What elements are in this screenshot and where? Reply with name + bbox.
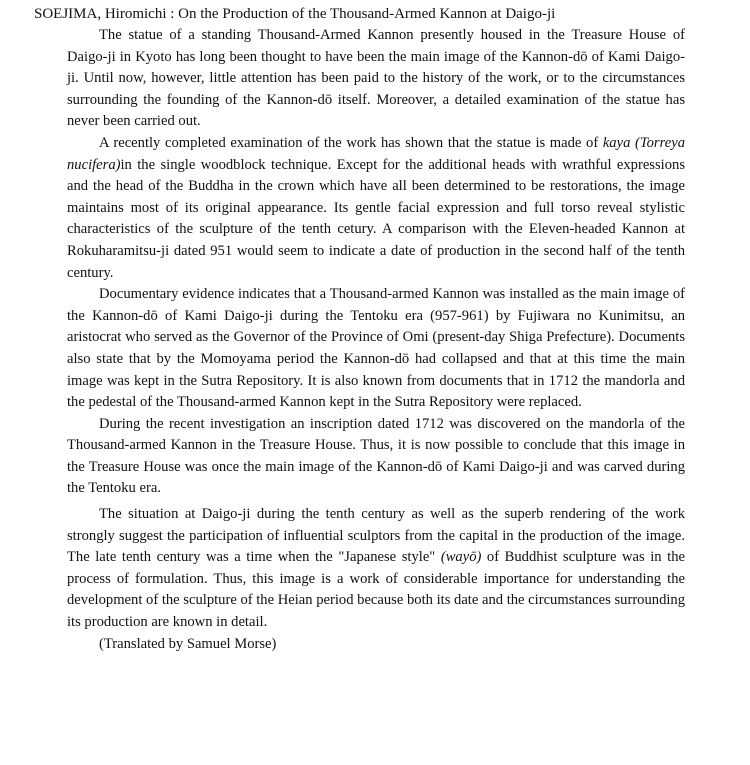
paragraph-5-italic: (wayō)	[440, 549, 482, 566]
paragraph-2-text-a: A recently completed examination of the work has shown that the statue is made of	[99, 134, 603, 151]
article-heading: SOEJIMA, Hiromichi : On the Production of the Thousand-Armed Kannon at Daigo-ji	[34, 6, 556, 22]
translator-credit: (Translated by Samuel Morse)	[99, 635, 277, 652]
paragraph-2-text-b: in the single woodblock technique. Except for the additional heads with wrathful expressions and the head of the Buddha in the crown which have all been determined to be restorations, the image maintains most of its original appearance. Its gentle facial expression and full torso reveal stylistic characteristics of the sculpture of the tenth cetury. A comparison with the Eleven-headed Kannon at Rokuharamitsu-ji dated 951 would seem to indicate a date of production in the second half of the tenth century.	[67, 156, 685, 281]
paragraph-3: Documentary evidence indicates that a Thousand-armed Kannon was installed as the main image of the Kannon-dō of Kami Daigo-ji during the Tentoku era (957-961) by Fujiwara no Kunimitsu, an aristocrat who served as the Governor of the Province of Omi (present-day Shiga Prefecture). Documents also state that by the Momoyama period the Kannon-dō had collapsed and that at this time the main image was kept in the Sutra Repository. It is also known from documents that in 1712 the mandorla and the pedestal of the Thousand-armed Kannon kept in the Sutra Repository were replaced.	[67, 286, 685, 411]
paragraph-1: The statue of a standing Thousand-Armed Kannon presently housed in the Treasure House of Daigo-ji in Kyoto has long been thought to have been the main image of the Kannon-dō of Kami Daigo-ji. Until now, however, little attention has been paid to the history of the work, or to the circumstances surrounding the founding of the Kannon-dō itself. Moreover, a detailed examination of the statue has never been carried out.	[67, 27, 685, 130]
paragraph-5-text-a: The situation at Daigo-ji during the tenth century as well as the superb rendering of the work strongly suggest the participation of influential sculptors from the capital in the production of the image. The late tenth century was a time when the "Japanese style"	[67, 506, 685, 566]
paragraph-2-italic: kaya (Torreya nucifera)	[67, 134, 685, 173]
article-body	[67, 25, 685, 655]
paragraph-4: During the recent investigation an inscription dated 1712 was discovered on the mandorla of the Thousand-armed Kannon in the Treasure House. Thus, it is now possible to conclude that this image in the Treasure House was once the main image of the Kannon-dō of Kami Daigo-ji and was carved during the Tentoku era.	[67, 415, 685, 497]
paragraph-2	[67, 133, 685, 284]
paragraph-5	[67, 504, 685, 634]
paragraph-5-text-b: of Buddhist sculpture was in the process of formulation. Thus, this image is a work of considerable importance for understanding the development of the sculpture of the Heian period because both its date and the circumstances surrounding its production are known in detail.	[67, 549, 686, 631]
